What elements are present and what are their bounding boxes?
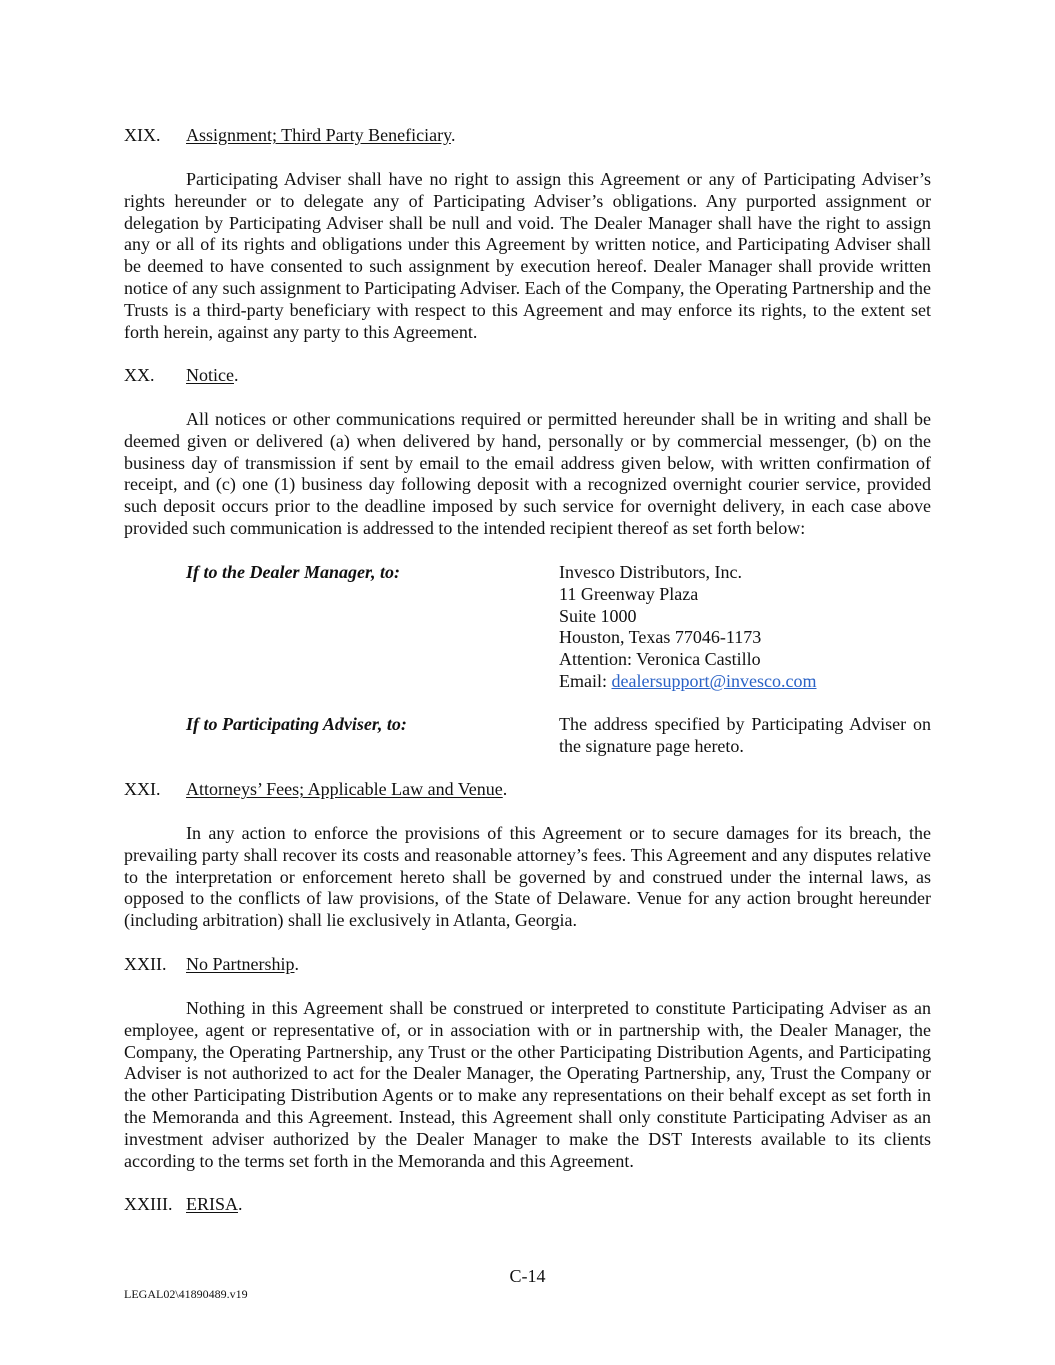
section-number: XXI. [124, 779, 161, 799]
section-title: Assignment; Third Party Beneficiary [186, 125, 451, 145]
section-title: No Partnership [186, 954, 295, 974]
section-number: XIX. [124, 125, 161, 145]
email-link[interactable]: dealersupport@invesco.com [611, 670, 817, 691]
dealer-manager-address [559, 562, 931, 693]
section-heading-xxi: XXI. Attorneys’ Fees; Applicable Law and Venue. [124, 779, 508, 799]
section-title: Attorneys’ Fees; Applicable Law and Venue [186, 779, 503, 799]
document-code: LEGAL02\41890489.v19 [124, 1287, 248, 1301]
section-number: XXIII. [124, 1194, 173, 1214]
section-body-xx: All notices or other communications required or permitted hereunder shall be in writing and shall be deemed given or delivered (a) when delivered by hand, personally or by commercial messenger, (b) on the business day of transmission if sent by email to the email address given below, with written confirmation of receipt, and (c) one (1) business day following deposit with a recognized overnight courier service, provided such deposit occurs prior to the deadline imposed by such service for overnight delivery, in each case above provided such communication is addressed to the intended recipient thereof as set forth below: [124, 409, 931, 538]
section-body-xix: Participating Adviser shall have no right to assign this Agreement or any of Participating Adviser’s rights hereunder or to delegate any of Participating Adviser’s obligations. Any purported assignment or delegation by Participating Adviser shall be null and void. The Dealer Manager shall have the right to assign any or all of its rights and obligations under this Agreement by written notice, and Participating Adviser shall be deemed to have consented to such assignment by execution hereof. Dealer Manager shall provide written notice of any such assignment to Participating Adviser. Each of the Company, the Operating Partnership and the Trusts is a third-party beneficiary with respect to this Agreement and may enforce its rights, to the extent set forth herein, against any party to this Agreement. [124, 169, 931, 342]
dealer-manager-label: If to the Dealer Manager, to: [186, 562, 400, 582]
address-line: Suite 1000 [559, 605, 637, 626]
section-heading-xxiii: XXIII. ERISA. [124, 1194, 243, 1214]
email-line: Email: dealersupport@invesco.com [559, 670, 817, 691]
section-heading-xx: XX. Notice. [124, 365, 239, 385]
section-number: XX. [124, 365, 155, 385]
address-line: Invesco Distributors, Inc. [559, 562, 742, 582]
address-line: Attention: Veronica Castillo [559, 649, 761, 670]
section-heading-xxii: XXII. No Partnership. [124, 954, 299, 974]
section-body-xxi: In any action to enforce the provisions of this Agreement or to secure damages for its breach, the prevailing party shall recover its costs and reasonable attorney’s fees. This Agreement and any disputes relative to the interpretation or enforcement hereto shall be governed by and construed under the internal laws, as opposed to the conflicts of law provisions, of the State of Delaware. Venue for any action brought hereunder (including arbitration) shall lie exclusively in Atlanta, Georgia. [124, 823, 931, 931]
adviser-label: If to Participating Adviser, to: [186, 714, 407, 734]
section-heading-xix: XIX. Assignment; Third Party Beneficiary. [124, 125, 456, 145]
address-line: Houston, Texas 77046-1173 [559, 627, 762, 648]
section-body-xxii: Nothing in this Agreement shall be construed or interpreted to constitute Participating Adviser as an employee, agent or representative of, or in association with or in partnership with, the Dealer Manager, the Company, the Operating Partnership, any Trust or the other Participating Distribution Agents, and Participating Adviser is not authorized to act for the Dealer Manager, the Operating Partnership, any, Trust the Company or the other Participating Distribution Agents or to make any representations on their behalf except as set forth in the Memoranda and this Agreement. Instead, this Agreement shall only constitute Participating Adviser as an investment adviser authorized by the Dealer Manager to make the DST Interests available to its clients according to the terms set forth in the Memoranda and this Agreement. [124, 998, 931, 1171]
page-number: C-14 [509, 1266, 546, 1286]
address-line: 11 Greenway Plaza [559, 583, 699, 604]
section-number: XXII. [124, 954, 167, 974]
section-title: Notice [186, 365, 234, 385]
section-title: ERISA [186, 1194, 239, 1214]
adviser-address-text: The address specified by Participating Adviser on the signature page hereto. [559, 714, 931, 756]
adviser-address [559, 714, 931, 758]
